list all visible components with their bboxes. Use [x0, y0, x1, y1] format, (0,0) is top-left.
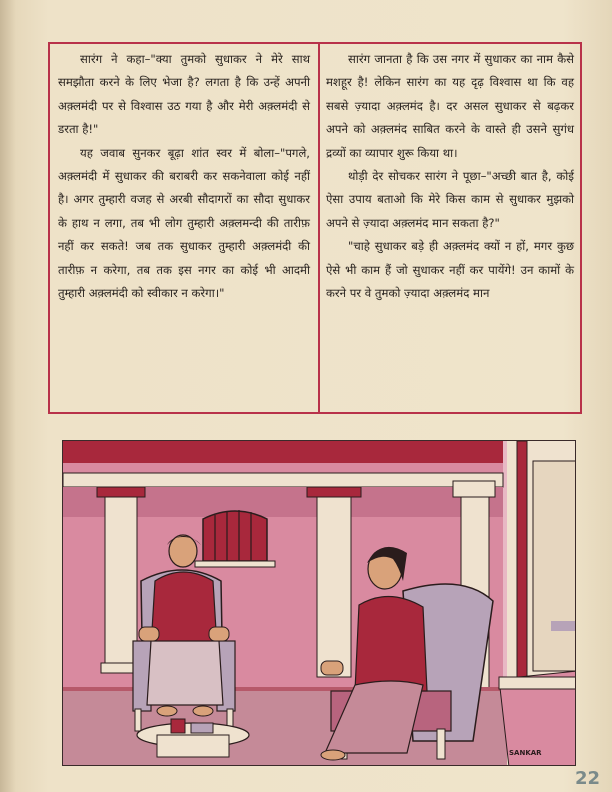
story-illustration: [62, 440, 576, 766]
paragraph: सारंग ने कहा–"क्या तुमको सुधाकर ने मेरे साथ समझौता करने के लिए भेजा है? लगता है कि उन्हें अपनी अक़्लमंदी पर से विश्वास उठ गया है और मेरी अक़्लमंदी से डरता है!": [58, 52, 310, 137]
table-top: [499, 677, 576, 689]
paragraph: सारंग जानता है कि उस नगर में सुधाकर का नाम कैसे मशहूर है! लेकिन सारंग का यह दृढ़ विश्वास था कि वह सबसे ज़्यादा अक़्लमंद है। दर असल सुधाकर से बढ़कर अपने को अक़्लमंद साबित करने के वास्ते ही उसने सुगंध द्रव्यों का व्यापार शुरू किया था।: [326, 52, 574, 160]
text-column-right: [326, 48, 574, 305]
door-opening: [533, 461, 576, 671]
paragraph: यह जवाब सुनकर बूढ़ा शांत स्वर में बोला–"पगले, अक़्लमंदी में सुधाकर की बराबरी कर सकनेवाला कोई नहीं है। अगर तुम्हारी वजह से अरबी सौदागरों का सौदा सुधाकर के हाथ न लगा, तब भी लोग तुम्हारी अक़्लमन्दी की तारीफ़ नहीं कर सकते! जब तक सुधाकर तुम्हारी अक़्लमंदी की तारीफ़ न करेगा, तब तक इस नगर का कोई भी आदमी तुम्हारी अक़्लमंदी को स्वीकार न करेगा।": [58, 145, 310, 301]
paragraph: "चाहे सुधाकर बड़े ही अक़्लमंद क्यों न हों, मगर कुछ ऐसे भी काम हैं जो सुधाकर नहीं कर पायेंगे! उन कामों के करने पर वे तुमको ज़्यादा अक़्लमंद मान: [326, 239, 574, 301]
artist-signature: SANKAR: [509, 749, 542, 757]
text-column-left: [58, 48, 310, 305]
page-number: 22: [574, 768, 600, 789]
ceiling-band: [63, 463, 503, 473]
paragraph: थोड़ी देर सोचकर सारंग ने पूछा–"अच्छी बात है, कोई ऐसा उपाय बताओ कि मेरे किस काम से सुधाकर मुझको अपने से ज़्यादा अक़्लमंद मान सकता है?": [326, 169, 574, 230]
column-divider: [318, 42, 320, 414]
window-sill: [195, 561, 275, 567]
window: [203, 511, 267, 561]
illustration-scene: [63, 441, 576, 766]
spine-shadow: [0, 0, 16, 792]
ceiling-beam: [63, 441, 503, 463]
distant-table: [551, 621, 576, 631]
lintel: [63, 473, 503, 487]
